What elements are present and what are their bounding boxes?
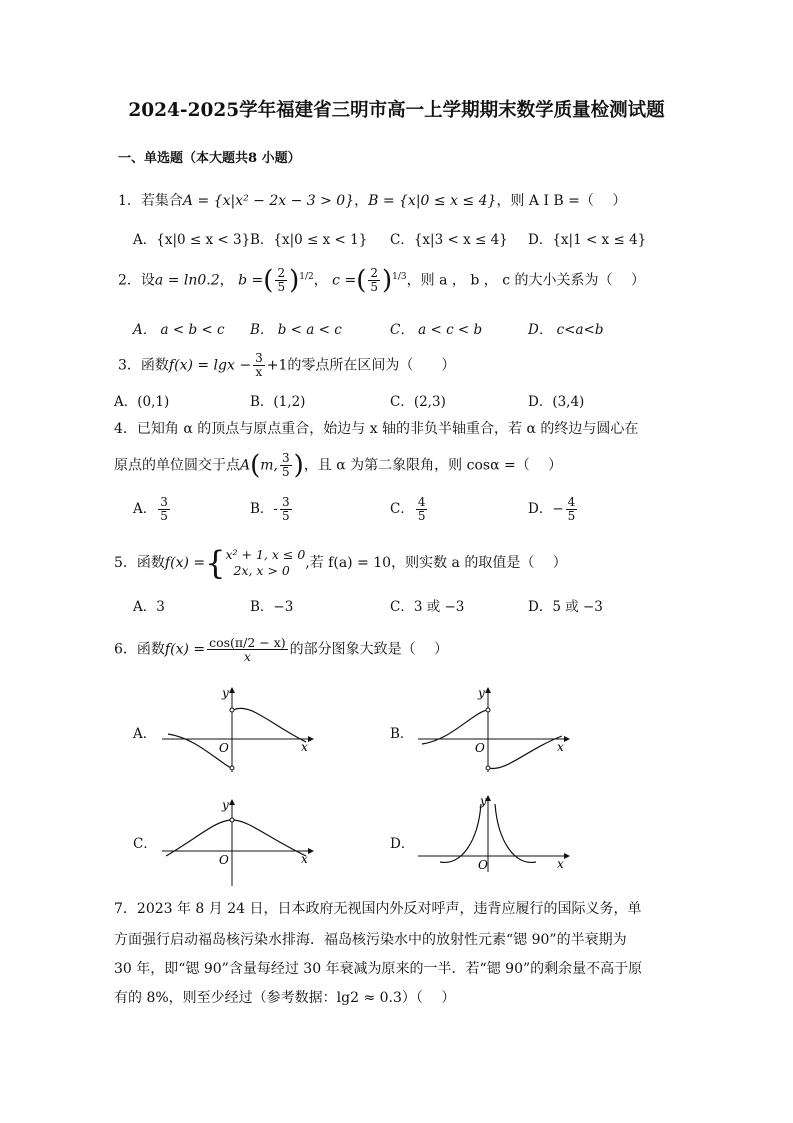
q6-post: 的部分图象大致是（ ） bbox=[289, 641, 449, 658]
q2-comma: ， bbox=[219, 272, 234, 289]
q5-function: f(x) = bbox=[164, 555, 206, 571]
q6-pre: 6．函数 bbox=[114, 641, 165, 658]
q4-point-fraction: $\frac{3}{5}$ bbox=[282, 451, 290, 479]
q2-b-lhs: b = bbox=[238, 272, 264, 289]
q6-option-a[interactable]: A． bbox=[133, 726, 157, 742]
q1-ask: ，则 A I B =（ ） bbox=[496, 193, 627, 209]
svg-text:y: y bbox=[478, 686, 485, 700]
q5-post: ,若 f(a) = 10，则实数 a 的取值是（ ） bbox=[305, 555, 567, 571]
q4-line2-post: ，且 α 为第二象限角，则 cosα =（ ） bbox=[303, 457, 563, 474]
question-3 bbox=[118, 352, 455, 379]
q4-option-c[interactable]: C． $\frac{4}{5}$ bbox=[390, 495, 426, 523]
q4-option-b[interactable]: B．- $\frac{3}{5}$ bbox=[250, 495, 290, 523]
q3-option-d[interactable]: D．(3,4) bbox=[528, 394, 585, 410]
q2-a: a = ln0.2 bbox=[154, 272, 220, 289]
question-2: 2．设a = ln0.2， b =( $\frac{2}{5}$ )$^{1/2}$， c =( $\frac{2}{5}$ )$^{1/3}$，则 a ， b ， c 的大小关系为（ ） bbox=[118, 265, 645, 296]
q1-option-a[interactable]: A．{x|0 ≤ x < 3} bbox=[133, 232, 251, 248]
q5-option-d[interactable]: D．5 或 −3 bbox=[528, 599, 603, 615]
q6-option-c[interactable]: C． bbox=[133, 836, 157, 852]
graph-b[interactable] bbox=[416, 684, 576, 774]
q4-point-m: m, bbox=[260, 457, 279, 474]
question-7-line-2: 方面强行启动福岛核污染水排海．福岛核污染水中的放射性元素“锶 90”的半衰期为 bbox=[114, 932, 627, 948]
q3-post: +1的零点所在区间为（ ） bbox=[266, 357, 456, 374]
q5-pre: 5．函数 bbox=[114, 555, 165, 571]
graph-a[interactable] bbox=[160, 684, 320, 774]
q2-pre: 2．设 bbox=[118, 272, 155, 289]
q2-c-lhs: c = bbox=[332, 272, 357, 289]
svg-text:O: O bbox=[478, 858, 488, 872]
question-7-line-3: 30 年，即“锶 90”含量每经过 30 年衰减为原来的一半．若“锶 90”的剩余量不高于原 bbox=[114, 961, 643, 977]
q2-fraction-b: $\frac{2}{5}$ bbox=[277, 266, 286, 295]
q6-option-b[interactable]: B． bbox=[390, 726, 414, 742]
q1-sep: ， bbox=[354, 193, 369, 209]
q4-line2-pre: 原点的单位圆交于点 bbox=[114, 457, 240, 474]
q6-fraction: $\frac{\cos(\pi/2 - x)}{x}$ bbox=[209, 635, 286, 664]
q1-option-d[interactable]: D．{x|1 < x ≤ 4} bbox=[528, 232, 647, 248]
q3-option-c[interactable]: C．(2,3) bbox=[390, 394, 446, 410]
q4-option-a[interactable]: A． $\frac{3}{5}$ bbox=[133, 495, 168, 523]
svg-text:O: O bbox=[219, 853, 229, 867]
q3-option-a[interactable]: A．(0,1) bbox=[114, 394, 170, 410]
q3-pre: 3．函数 bbox=[118, 357, 169, 374]
q4-point-label: A bbox=[240, 457, 251, 474]
graph-c[interactable] bbox=[160, 796, 320, 888]
q1-option-c[interactable]: C．{x|3 < x ≤ 4} bbox=[390, 232, 508, 248]
question-6 bbox=[114, 636, 448, 663]
q2-fraction-c: $\frac{2}{5}$ bbox=[370, 266, 378, 295]
svg-text:y: y bbox=[480, 794, 487, 808]
question-4-line-1: 4．已知角 α 的顶点与原点重合，始边与 x 轴的非负半轴重合，若 α 的终边与圆心在 bbox=[114, 421, 639, 437]
svg-text:x: x bbox=[557, 857, 564, 871]
q5-option-c[interactable]: C．3 或 −3 bbox=[390, 599, 465, 615]
q2-option-c[interactable]: C． a < c < b bbox=[390, 322, 483, 338]
q3-option-b[interactable]: B．(1,2) bbox=[250, 394, 306, 410]
question-5: 5．函数f(x) ={ x² + 1, x ≤ 0 2x, x > 0 ,若 f(a) = 10，则实数 a 的取值是（ ） bbox=[114, 544, 567, 582]
question-7-line-4: 有的 8%，则至少经过（参考数据：lg2 ≈ 0.3）（ ） bbox=[114, 990, 456, 1006]
question-1 bbox=[118, 190, 626, 212]
q5-cases: x² + 1, x ≤ 0 2x, x > 0 bbox=[225, 547, 306, 578]
q4-option-d[interactable]: D．− $\frac{4}{5}$ bbox=[528, 495, 576, 523]
q1-option-b[interactable]: B．{x|0 ≤ x < 1} bbox=[250, 232, 368, 248]
q2-exp-b: 1/2 bbox=[299, 272, 314, 282]
q1-number: 1．若集合 bbox=[118, 193, 183, 209]
graph-d[interactable] bbox=[416, 792, 576, 874]
q3-function: f(x) = lgx − bbox=[168, 357, 252, 374]
page-title: 2024-2025学年福建省三明市高一上学期期末数学质量检测试题 bbox=[128, 100, 665, 121]
q2-exp-c: 1/3 bbox=[392, 272, 407, 282]
svg-text:y: y bbox=[222, 798, 229, 812]
svg-text:O: O bbox=[475, 741, 485, 755]
q2-option-a[interactable]: A． a < b < c bbox=[133, 322, 225, 338]
svg-text:O: O bbox=[219, 741, 229, 755]
q2-option-d[interactable]: D． c<a<b bbox=[528, 322, 604, 338]
q6-function: f(x) = bbox=[164, 641, 206, 658]
question-4-line-2: 原点的单位圆交于点A(m, $\frac{3}{5}$ )，且 α 为第二象限角，则 cosα =（ ） bbox=[114, 450, 563, 481]
svg-text:x: x bbox=[301, 852, 308, 866]
q6-option-d[interactable]: D． bbox=[390, 836, 415, 852]
q1-set-b: B = {x|0 ≤ x ≤ 4} bbox=[368, 193, 497, 209]
q2-option-b[interactable]: B． b < a < c bbox=[250, 322, 342, 338]
svg-text:x: x bbox=[301, 740, 308, 754]
svg-text:x: x bbox=[557, 740, 564, 754]
q3-fraction: $\frac{3}{x}$ bbox=[255, 351, 263, 379]
question-7-line-1: 7．2023 年 8 月 24 日，日本政府无视国内外反对呼声，违背应履行的国际义务，单 bbox=[114, 901, 642, 917]
q5-option-b[interactable]: B．−3 bbox=[250, 599, 294, 615]
q2-tail: ，则 a ， b ， c 的大小关系为（ ） bbox=[406, 272, 645, 289]
svg-text:y: y bbox=[222, 686, 229, 700]
section-heading: 一、单选题（本大题共8 小题） bbox=[118, 151, 301, 166]
q1-set-a: A = {x|x² − 2x − 3 > 0} bbox=[182, 193, 355, 209]
q5-option-a[interactable]: A．3 bbox=[133, 599, 165, 615]
